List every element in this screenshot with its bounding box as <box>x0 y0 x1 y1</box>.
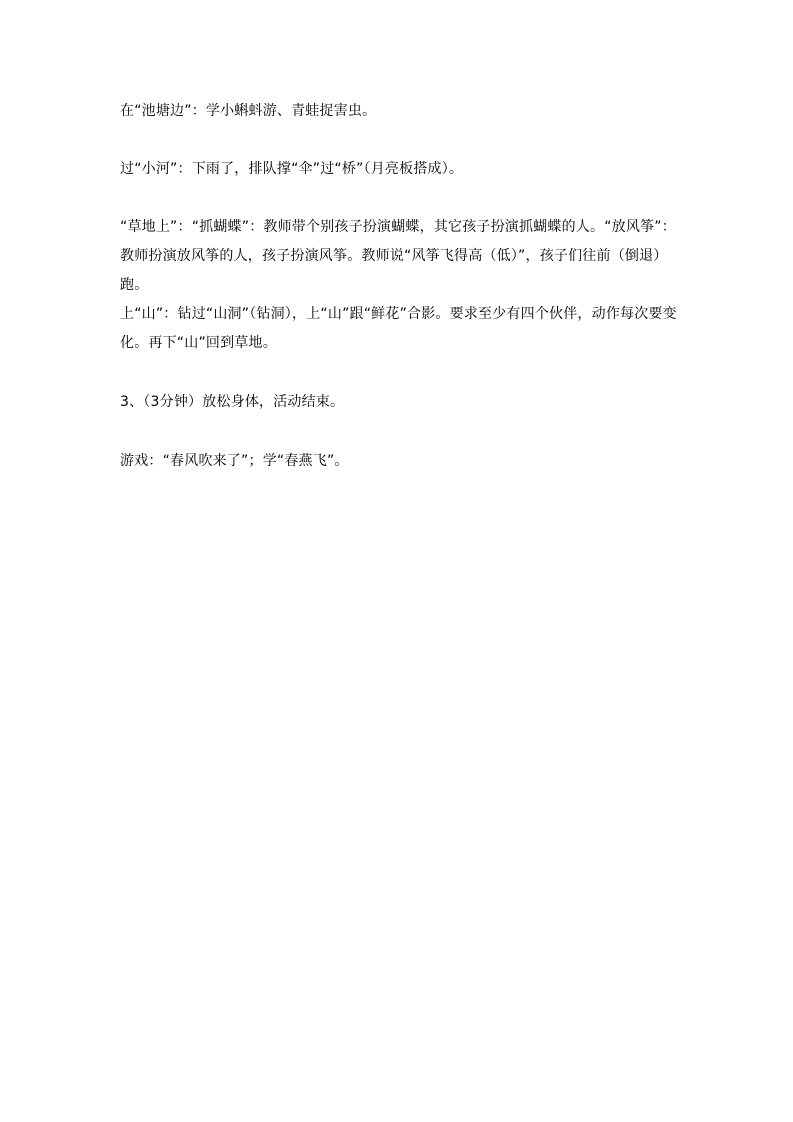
paragraph-game: 游戏：“春风吹来了”；学“春燕飞”。 <box>120 453 349 469</box>
paragraph-up-mountain: 上“山”：钻过“山洞”（钻洞），上“山”跟“鲜花”合影。要求至少有四个伙伴，动作每次要变化。再下“山”回到草地。 <box>120 306 677 351</box>
paragraph-cross-river: 过“小河”：下雨了，排队撑“伞”过“桥”（月亮板搭成）。 <box>120 161 464 177</box>
paragraph-relax-section: 3、（3分钟）放松身体，活动结束。 <box>120 394 345 410</box>
paragraph-on-grass: “草地上”：“抓蝴蝶”：教师带个别孩子扮演蝴蝶，其它孩子扮演抓蝴蝶的人。“放风筝”：教师扮演放风筝的人，孩子扮演风筝。教师说“风筝飞得高（低）”，孩子们往前（倒退）跑。 <box>120 219 676 293</box>
paragraph-pond-side: 在“池塘边”：学小蝌蚪游、青蛙捉害虫。 <box>120 103 377 119</box>
